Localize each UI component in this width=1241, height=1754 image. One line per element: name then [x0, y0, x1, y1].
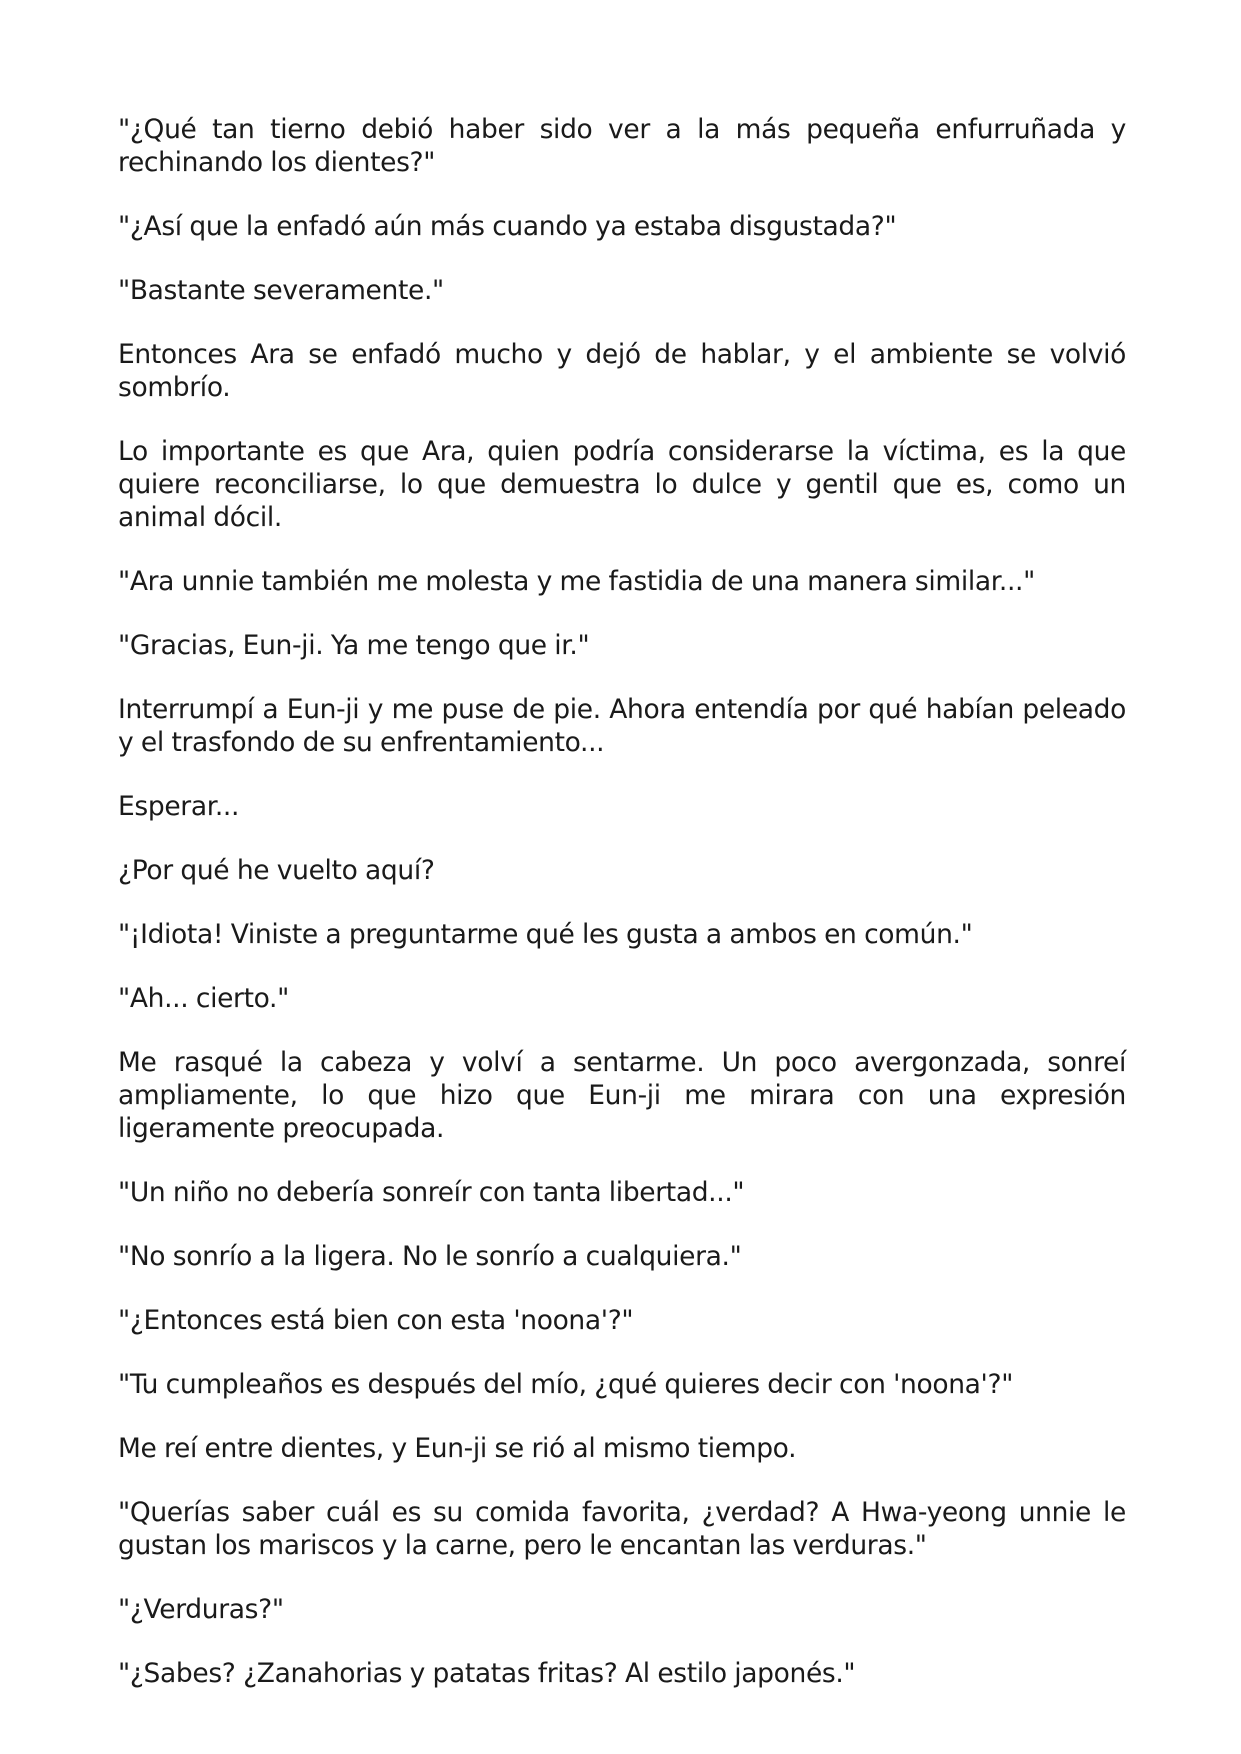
paragraph: "No sonrío a la ligera. No le sonrío a cualquiera.": [118, 1241, 742, 1272]
paragraph: "¿Así que la enfadó aún más cuando ya estaba disgustada?": [118, 211, 897, 242]
paragraph: "Ah... cierto.": [118, 983, 289, 1014]
paragraph: Entonces Ara se enfadó mucho y dejó de hablar, y el ambiente se volvió sombrío.: [118, 339, 1126, 403]
paragraph: "Un niño no debería sonreír con tanta libertad...": [118, 1177, 745, 1208]
paragraph: "¡Idiota! Viniste a preguntarme qué les gusta a ambos en común.": [118, 919, 973, 950]
paragraph: "Bastante severamente.": [118, 275, 444, 306]
paragraph: Lo importante es que Ara, quien podría considerarse la víctima, es la que quiere reconciliarse, lo que demuestra lo dulce y gentil que es, como un animal dócil.: [118, 436, 1126, 533]
document-body: [118, 113, 1126, 1721]
paragraph: Me rasqué la cabeza y volví a sentarme. Un poco avergonzada, sonreí ampliamente, lo que hizo que Eun-ji me mirara con una expresión ligeramente preocupada.: [118, 1047, 1126, 1144]
paragraph: "Querías saber cuál es su comida favorita, ¿verdad? A Hwa-yeong unnie le gustan los mariscos y la carne, pero le encantan las verduras.": [118, 1497, 1126, 1561]
paragraph: Me reí entre dientes, y Eun-ji se rió al mismo tiempo.: [118, 1433, 797, 1464]
paragraph: Esperar...: [118, 791, 240, 822]
paragraph: "Gracias, Eun-ji. Ya me tengo que ir.": [118, 630, 590, 661]
paragraph: "¿Qué tan tierno debió haber sido ver a la más pequeña enfurruñada y rechinando los dientes?": [118, 114, 1126, 178]
paragraph: "Ara unnie también me molesta y me fastidia de una manera similar...": [118, 566, 1035, 597]
paragraph: ¿Por qué he vuelto aquí?: [118, 855, 435, 886]
paragraph: "¿Sabes? ¿Zanahorias y patatas fritas? Al estilo japonés.": [118, 1658, 856, 1689]
paragraph: "¿Entonces está bien con esta 'noona'?": [118, 1305, 634, 1336]
paragraph: "Tu cumpleaños es después del mío, ¿qué quieres decir con 'noona'?": [118, 1369, 1014, 1400]
paragraph: Interrumpí a Eun-ji y me puse de pie. Ahora entendía por qué habían peleado y el trasfondo de su enfrentamiento...: [118, 694, 1126, 758]
paragraph: "¿Verduras?": [118, 1594, 284, 1625]
